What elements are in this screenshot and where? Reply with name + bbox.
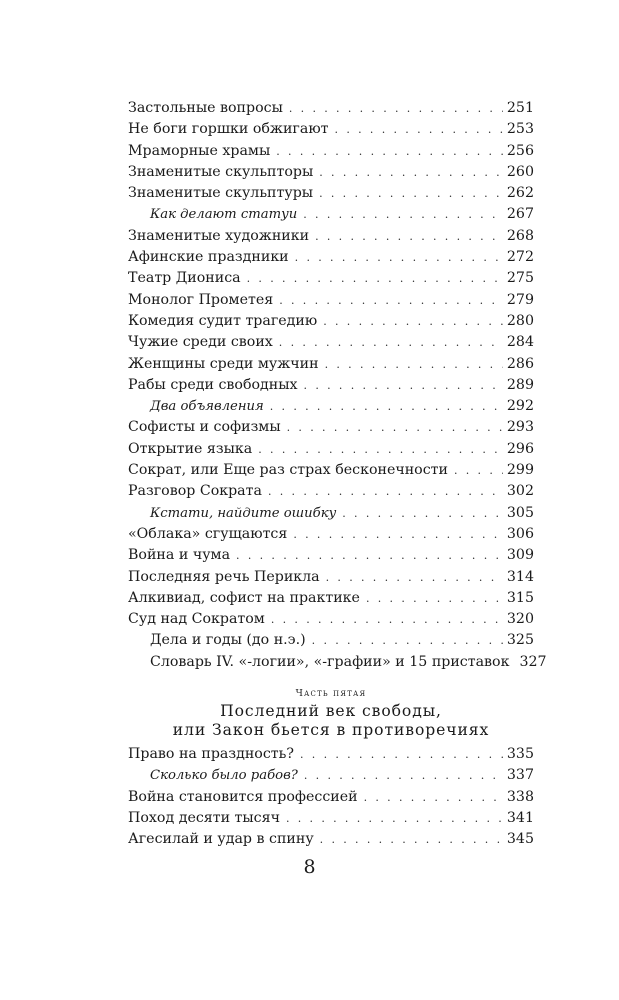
- toc-entry-page: 325: [506, 632, 534, 649]
- toc-subentry: [128, 503, 534, 524]
- part-title-line-2: или Закон бьется в противоречиях: [172, 721, 490, 740]
- toc-entry: [128, 290, 534, 311]
- toc-entry-page: 268: [506, 227, 534, 244]
- toc-entry-page: 272: [506, 249, 534, 266]
- toc-entry-title: Театр Диониса: [128, 270, 241, 287]
- toc-entry-title: Как делают статуи: [150, 207, 298, 223]
- dot-leader: [270, 396, 503, 417]
- toc-entry-title: Последняя речь Перикла: [128, 568, 320, 585]
- dot-leader: [279, 290, 503, 311]
- dot-leader: [286, 808, 503, 829]
- part-title-line-1: Последний век свободы,: [220, 702, 442, 721]
- table-of-contents: [128, 98, 547, 851]
- part-heading: [128, 686, 534, 740]
- toc-entry-title: Монолог Прометея: [128, 291, 274, 308]
- toc-subentry: [128, 765, 534, 786]
- dot-leader: [304, 765, 503, 786]
- toc-entry-title: Знаменитые скульпторы: [128, 163, 314, 180]
- dot-leader: [258, 439, 503, 460]
- dot-leader: [303, 204, 503, 225]
- toc-entry-title: Мраморные храмы: [128, 142, 271, 159]
- toc-entry-title: Не боги горшки обжигают: [128, 121, 329, 138]
- toc-entry: [128, 481, 534, 502]
- toc-entry: [128, 524, 534, 545]
- toc-entry: [128, 226, 534, 247]
- part-label: Часть пятая: [295, 688, 367, 700]
- dot-leader: [289, 98, 503, 119]
- toc-section-part-five: [128, 744, 534, 850]
- toc-entry: [128, 417, 534, 438]
- toc-entry-page: 262: [506, 185, 534, 202]
- dot-leader: [271, 609, 503, 630]
- toc-entry-page: 286: [506, 355, 534, 372]
- toc-entry: [128, 268, 534, 289]
- toc-entry-page: 260: [506, 163, 534, 180]
- toc-entry-title: Открытие языка: [128, 440, 253, 457]
- toc-entry-page: 327: [519, 653, 547, 670]
- toc-entry-title: Сколько было рабов?: [150, 768, 298, 784]
- toc-entry-title: Война и чума: [128, 547, 231, 564]
- toc-entry-title: Суд над Сократом: [128, 611, 265, 628]
- toc-entry-title: Афинские праздники: [128, 249, 289, 266]
- dot-leader: [323, 311, 503, 332]
- toc-entry-page: 256: [506, 142, 534, 159]
- toc-entry: [128, 439, 534, 460]
- dot-leader: [312, 630, 503, 651]
- dot-leader: [276, 141, 503, 162]
- toc-entry-page: 302: [506, 483, 534, 500]
- toc-entry-title: Софисты и софизмы: [128, 419, 281, 436]
- toc-entry-title: Поход десяти тысяч: [128, 809, 280, 826]
- toc-entry-page: 289: [506, 376, 534, 393]
- dot-leader: [295, 247, 503, 268]
- toc-entry-title: Право на праздность?: [128, 746, 294, 763]
- dot-leader: [335, 119, 503, 140]
- dot-leader: [304, 375, 503, 396]
- toc-entry-title: Женщины среди мужчин: [128, 355, 319, 372]
- toc-entry-title: Сократ, или Еще раз страх бесконечности: [128, 462, 448, 479]
- dot-leader: [247, 268, 503, 289]
- toc-entry-title: Комедия судит трагедию: [128, 312, 318, 329]
- toc-entry-page: 296: [506, 440, 534, 457]
- toc-entry: [128, 375, 534, 396]
- toc-entry-page: 335: [506, 746, 534, 763]
- dot-leader: [454, 460, 503, 481]
- toc-entry: [128, 652, 547, 673]
- toc-entry: [128, 588, 534, 609]
- toc-entry-page: 299: [506, 462, 534, 479]
- toc-entry: [128, 119, 534, 140]
- toc-entry-page: 280: [506, 312, 534, 329]
- toc-entry: [128, 162, 534, 183]
- toc-entry-title: Чужие среди своих: [128, 334, 273, 351]
- dot-leader: [300, 744, 503, 765]
- toc-entry-page: 279: [506, 291, 534, 308]
- toc-section-part-four-end: [128, 98, 547, 673]
- toc-entry-page: 292: [506, 398, 534, 415]
- toc-entry: [128, 787, 534, 808]
- toc-entry: [128, 567, 534, 588]
- toc-entry-page: 345: [506, 831, 534, 848]
- dot-leader: [342, 503, 503, 524]
- toc-entry-page: 315: [506, 589, 534, 606]
- toc-subentry: [128, 204, 534, 225]
- dot-leader: [319, 183, 503, 204]
- toc-entry: [128, 630, 534, 651]
- toc-entry-page: 284: [506, 334, 534, 351]
- toc-entry-title: Рабы среди свободных: [128, 376, 298, 393]
- dot-leader: [326, 567, 503, 588]
- toc-entry: [128, 332, 534, 353]
- dot-leader: [279, 332, 503, 353]
- toc-entry-page: 338: [506, 788, 534, 805]
- toc-entry-title: Агесилай и удар в спину: [128, 831, 314, 848]
- toc-entry: [128, 141, 534, 162]
- toc-subentry: [128, 396, 534, 417]
- toc-entry: [128, 247, 534, 268]
- toc-entry-title: Застольные вопросы: [128, 100, 283, 116]
- toc-entry: [128, 98, 534, 119]
- toc-entry-page: 293: [506, 419, 534, 436]
- toc-entry-page: 305: [506, 504, 534, 521]
- toc-entry-page: 314: [506, 568, 534, 585]
- toc-entry-title: Знаменитые скульптуры: [128, 185, 314, 202]
- dot-leader: [364, 787, 503, 808]
- dot-leader: [236, 545, 503, 566]
- toc-entry-page: 275: [506, 270, 534, 287]
- dot-leader: [315, 226, 503, 247]
- dot-leader: [325, 354, 503, 375]
- dot-leader: [320, 829, 503, 850]
- toc-entry-title: Знаменитые художники: [128, 227, 310, 244]
- toc-entry: [128, 829, 534, 850]
- toc-entry-title: Разговор Сократа: [128, 483, 262, 500]
- toc-entry-title: Словарь IV. «-логии», «-графии» и 15 приставок: [150, 653, 510, 670]
- toc-entry-page: 309: [506, 547, 534, 564]
- toc-entry-title: Кстати, найдите ошибку: [150, 505, 337, 521]
- toc-entry-page: 337: [506, 767, 534, 784]
- toc-entry: [128, 183, 534, 204]
- toc-entry-page: 306: [506, 525, 534, 542]
- toc-entry: [128, 609, 534, 630]
- toc-entry-page: 253: [506, 121, 534, 138]
- toc-entry: [128, 311, 534, 332]
- toc-entry-title: Два объявления: [150, 399, 264, 415]
- toc-entry-title: Дела и годы (до н.э.): [150, 632, 306, 649]
- toc-entry-page: 267: [506, 206, 534, 223]
- toc-entry-page: 251: [506, 100, 534, 116]
- toc-entry: [128, 460, 534, 481]
- toc-entry-page: 320: [506, 611, 534, 628]
- dot-leader: [293, 524, 503, 545]
- toc-entry-title: «Облака» сгущаются: [128, 525, 288, 542]
- dot-leader: [268, 481, 503, 502]
- toc-entry: [128, 808, 534, 829]
- toc-entry: [128, 744, 534, 765]
- toc-entry: [128, 545, 534, 566]
- dot-leader: [366, 588, 503, 609]
- dot-leader: [287, 417, 503, 438]
- toc-entry-title: Алкивиад, софист на практике: [128, 589, 360, 606]
- toc-entry: [128, 354, 534, 375]
- page-number: 8: [303, 856, 316, 878]
- dot-leader: [319, 162, 503, 183]
- toc-entry-page: 341: [506, 809, 534, 826]
- toc-entry-title: Война становится профессией: [128, 788, 358, 805]
